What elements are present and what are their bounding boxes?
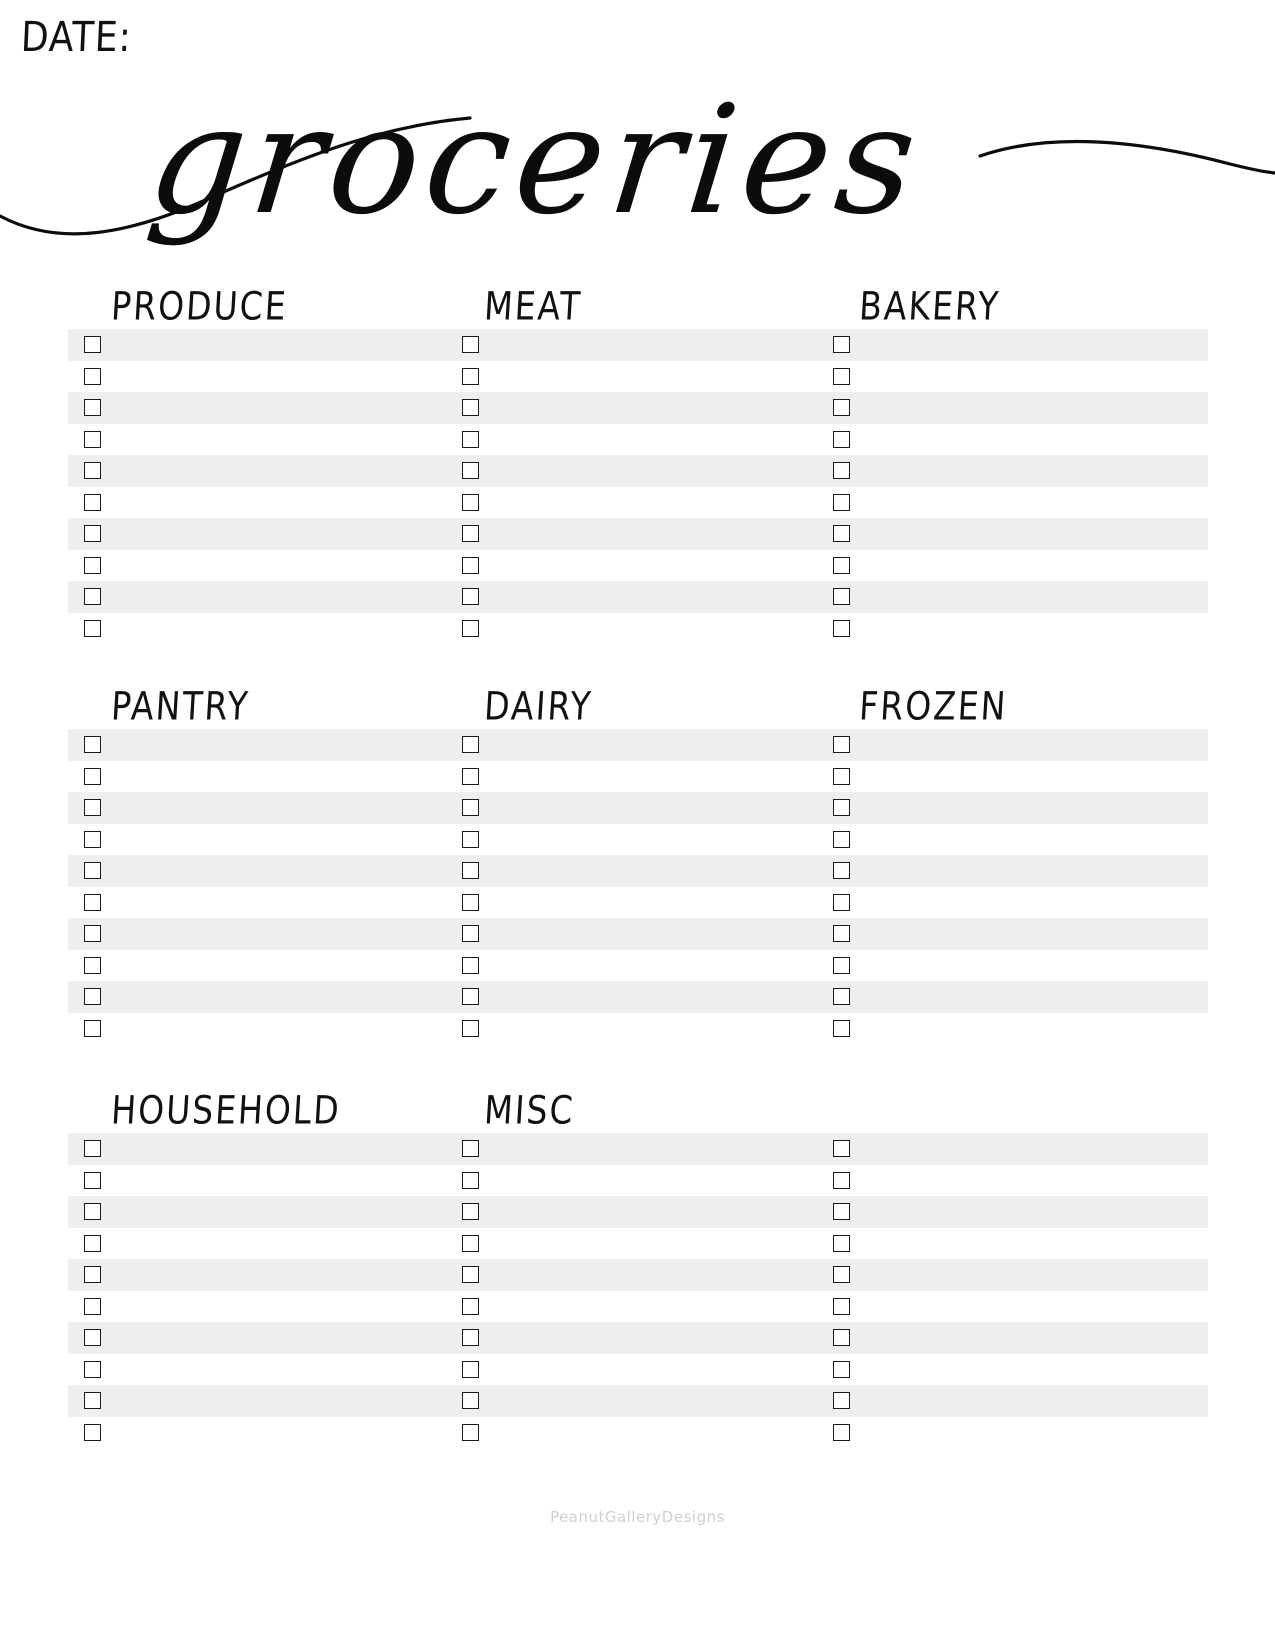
checkbox[interactable] [84,620,101,637]
checkbox[interactable] [462,1424,479,1441]
checkbox[interactable] [84,462,101,479]
category-block-1 [68,683,1208,1044]
checkbox[interactable] [84,768,101,785]
checkbox[interactable] [462,925,479,942]
checkbox[interactable] [462,1203,479,1220]
checklist-row [68,581,1208,613]
checklist-row [68,424,1208,456]
checkbox[interactable] [833,557,850,574]
footer-credit: PeanutGalleryDesigns [550,1508,725,1526]
checkbox[interactable] [462,525,479,542]
checklist-row [68,487,1208,519]
checklist-row [68,518,1208,550]
category-block-0 [68,283,1208,644]
checkbox[interactable] [84,957,101,974]
checkbox[interactable] [833,399,850,416]
checklist-rows [68,1133,1208,1448]
checklist-row [68,981,1208,1013]
category-heading: PRODUCE [110,282,289,329]
checkbox[interactable] [462,1020,479,1037]
checkbox[interactable] [84,862,101,879]
checklist-rows [68,329,1208,644]
checkbox[interactable] [833,736,850,753]
category-heading: FROZEN [858,682,1009,729]
checklist-rows [68,729,1208,1044]
checklist-row [68,1417,1208,1449]
checkbox[interactable] [462,1361,479,1378]
checkbox[interactable] [84,525,101,542]
title-area [0,48,1275,263]
checkbox[interactable] [462,462,479,479]
checkbox[interactable] [462,1266,479,1283]
checklist-row [68,887,1208,919]
checklist-row [68,329,1208,361]
checkbox[interactable] [462,957,479,974]
category-block-2 [68,1087,1208,1448]
checkbox[interactable] [462,1235,479,1252]
checkbox[interactable] [84,1203,101,1220]
checkbox[interactable] [84,1266,101,1283]
checkbox[interactable] [84,1361,101,1378]
category-heading: MISC [483,1086,576,1133]
checkbox[interactable] [84,1140,101,1157]
checkbox[interactable] [462,736,479,753]
checkbox[interactable] [833,1361,850,1378]
checkbox[interactable] [84,1329,101,1346]
checkbox[interactable] [833,799,850,816]
checkbox[interactable] [462,862,479,879]
category-headers [68,283,1208,329]
checkbox[interactable] [84,1020,101,1037]
checklist-row [68,1228,1208,1260]
checkbox[interactable] [462,831,479,848]
checkbox[interactable] [833,1424,850,1441]
category-heading: PANTRY [110,682,251,729]
checkbox[interactable] [84,399,101,416]
checkbox[interactable] [833,620,850,637]
checkbox[interactable] [462,588,479,605]
checkbox[interactable] [833,588,850,605]
checklist-row [68,613,1208,645]
checkbox[interactable] [833,1392,850,1409]
checkbox[interactable] [833,831,850,848]
checkbox[interactable] [84,799,101,816]
date-label: DATE: [19,14,133,62]
category-headers [68,1087,1208,1133]
checkbox[interactable] [462,1392,479,1409]
checkbox[interactable] [462,1172,479,1189]
checklist-row [68,918,1208,950]
checkbox[interactable] [462,399,479,416]
checkbox[interactable] [84,588,101,605]
checkbox[interactable] [84,988,101,1005]
checkbox[interactable] [462,768,479,785]
checkbox[interactable] [833,957,850,974]
category-heading: DAIRY [483,682,594,729]
checkbox[interactable] [462,336,479,353]
checkbox[interactable] [833,1266,850,1283]
category-headers [68,683,1208,729]
checklist-row [68,361,1208,393]
checkbox[interactable] [84,831,101,848]
checkbox[interactable] [84,431,101,448]
checkbox[interactable] [833,1140,850,1157]
page-title: groceries [140,74,930,248]
checklist-row [68,761,1208,793]
checkbox[interactable] [833,1020,850,1037]
checklist-row [68,1259,1208,1291]
checkbox[interactable] [462,799,479,816]
checklist-row [68,1322,1208,1354]
checkbox[interactable] [84,336,101,353]
checkbox[interactable] [833,1203,850,1220]
checkbox[interactable] [462,431,479,448]
checkbox[interactable] [833,1329,850,1346]
checklist-row [68,1354,1208,1386]
checklist-row [68,1385,1208,1417]
category-heading: MEAT [483,282,584,329]
checkbox[interactable] [833,1298,850,1315]
checklist-row [68,455,1208,487]
checklist-row [68,855,1208,887]
checkbox[interactable] [833,525,850,542]
checkbox[interactable] [462,1329,479,1346]
checklist-row [68,1291,1208,1323]
checkbox[interactable] [84,1298,101,1315]
checklist-row [68,824,1208,856]
checkbox[interactable] [833,1172,850,1189]
checkbox[interactable] [833,988,850,1005]
checklist-row [68,392,1208,424]
checkbox[interactable] [462,894,479,911]
checkbox[interactable] [84,736,101,753]
checkbox[interactable] [833,1235,850,1252]
checkbox[interactable] [462,620,479,637]
category-heading: BAKERY [858,282,1002,329]
checkbox[interactable] [833,494,850,511]
checklist-row [68,792,1208,824]
checkbox[interactable] [833,894,850,911]
checkbox[interactable] [833,336,850,353]
checkbox[interactable] [84,925,101,942]
checkbox[interactable] [84,1392,101,1409]
checkbox[interactable] [84,557,101,574]
checkbox[interactable] [462,988,479,1005]
checkbox[interactable] [462,368,479,385]
checkbox[interactable] [833,862,850,879]
checkbox[interactable] [833,462,850,479]
checklist-row [68,1165,1208,1197]
checklist-row [68,1013,1208,1045]
checkbox[interactable] [84,894,101,911]
checkbox[interactable] [833,431,850,448]
checkbox[interactable] [84,1235,101,1252]
checklist-row [68,550,1208,582]
checkbox[interactable] [84,1424,101,1441]
checklist-row [68,1133,1208,1165]
checkbox[interactable] [84,494,101,511]
checklist-row [68,950,1208,982]
checkbox[interactable] [833,925,850,942]
checkbox[interactable] [833,368,850,385]
category-heading: HOUSEHOLD [110,1086,343,1133]
checkbox[interactable] [462,557,479,574]
checkbox[interactable] [84,1172,101,1189]
checklist-row [68,1196,1208,1228]
checkbox[interactable] [462,1298,479,1315]
checkbox[interactable] [84,368,101,385]
checkbox[interactable] [833,768,850,785]
checkbox[interactable] [462,1140,479,1157]
checkbox[interactable] [462,494,479,511]
checklist-row [68,729,1208,761]
